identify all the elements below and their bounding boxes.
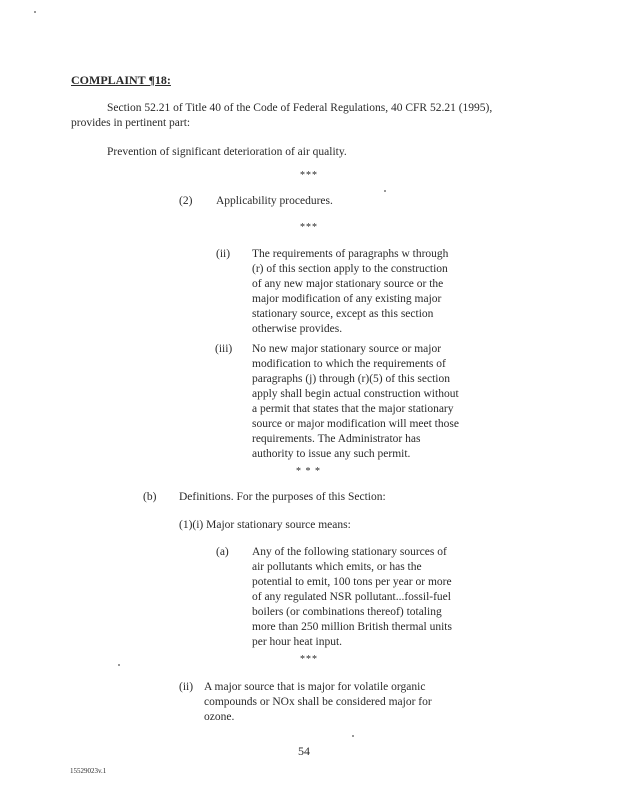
sub-iii-line: authority to issue any such permit. [252, 448, 411, 460]
lead-title: Prevention of significant deterioration of air quality. [107, 146, 347, 158]
ellipsis-stars: *** [300, 222, 318, 233]
sub-ii-b-line: compounds or NOx shall be considered major for [204, 696, 432, 708]
sub-a-line: boilers (or combinations thereof) totaling [252, 606, 442, 618]
item-b-number: (b) [143, 491, 157, 503]
sub-iii-line: a permit that states that the major stationary [252, 403, 454, 415]
scan-speck [34, 11, 36, 13]
sub-a-line: per hour heat input. [252, 636, 343, 648]
item-b-title: Definitions. For the purposes of this Section: [179, 491, 386, 503]
complaint-heading: COMPLAINT ¶18: [71, 73, 171, 87]
sub-ii-line: of any new major stationary source or the [252, 278, 444, 290]
ellipsis-stars: *** [300, 654, 318, 665]
sub-a-line: Any of the following stationary sources of [252, 546, 447, 558]
sub-a-number: (a) [216, 546, 229, 558]
sub-a-line: air pollutants which emits, or has the [252, 561, 422, 573]
intro-line-2: provides in pertinent part: [71, 117, 191, 129]
sub-ii-b-line: ozone. [204, 711, 235, 723]
sub-iii-number: (iii) [215, 343, 233, 355]
sub-ii-line: otherwise provides. [252, 323, 343, 335]
item-2-title: Applicability procedures. [216, 195, 333, 207]
sub-iii-line: source or major modification will meet those [252, 418, 459, 430]
sub-ii-line: stationary source, except as this section [252, 308, 434, 320]
item-2-number: (2) [179, 195, 193, 207]
intro-line-1: Section 52.21 of Title 40 of the Code of Federal Regulations, 40 CFR 52.21 (1995), [107, 102, 493, 114]
b-1-i-text: (1)(i) Major stationary source means: [179, 519, 351, 531]
sub-iii-line: requirements. The Administrator has [252, 433, 421, 445]
sub-iii-line: apply shall begin actual construction without [252, 388, 459, 400]
sub-ii-line: (r) of this section apply to the construction [252, 263, 448, 275]
ellipsis-stars: *** [300, 170, 318, 181]
page-number: 54 [298, 744, 310, 758]
sub-ii-number: (ii) [216, 248, 231, 260]
sub-ii-line: major modification of any existing major [252, 293, 442, 305]
sub-ii-line: The requirements of paragraphs w through [252, 248, 449, 260]
scan-speck [118, 664, 120, 666]
sub-a-line: potential to emit, 100 tons per year or more [252, 576, 452, 588]
sub-a-line: of any regulated NSR pollutant...fossil-fuel [252, 591, 451, 603]
sub-ii-b-number: (ii) [179, 681, 194, 693]
sub-iii-line: paragraphs (j) through (r)(5) of this section [252, 373, 450, 385]
scan-speck [352, 735, 354, 737]
sub-iii-line: No new major stationary source or major [252, 343, 442, 355]
sub-a-line: more than 250 million British thermal units [252, 621, 452, 633]
scan-speck [384, 190, 386, 192]
ellipsis-stars: * * * [296, 466, 321, 477]
sub-iii-line: modification to which the requirements of [252, 358, 446, 370]
sub-ii-b-line: A major source that is major for volatile organic [204, 681, 426, 693]
document-id: 15529023v.1 [70, 767, 107, 775]
